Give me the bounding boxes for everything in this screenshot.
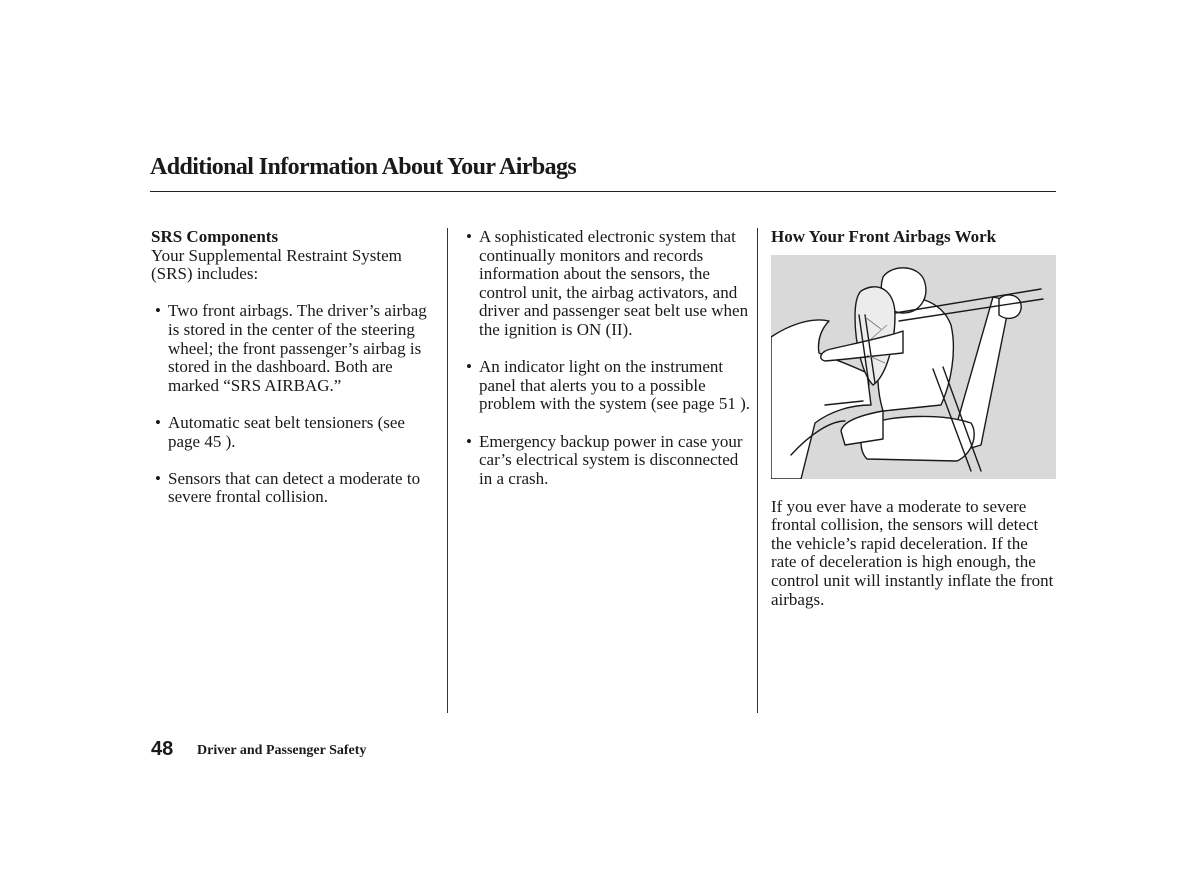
- srs-intro-text: Your Supplemental Restraint System (SRS) includes:: [151, 245, 402, 284]
- list-item: • Sensors that can detect a moderate to severe frontal collision.: [151, 470, 437, 507]
- title-rule: [150, 191, 1056, 192]
- srs-components-heading: SRS Components: [151, 227, 279, 246]
- list-item: • Two front airbags. The driver’s airbag is stored in the center of the steering wheel; the front passenger’s airbag is stored in the dashboard. Both are marked “SRS AIRBAG.”: [151, 302, 437, 395]
- list-item: • A sophisticated electronic system that continually monitors and records information about the sensors, the control unit, the airbag activators, and driver and passenger seat belt use when the ignition is ON (II).: [465, 228, 751, 340]
- column-srs-components-continued: [465, 228, 751, 507]
- list-item: • An indicator light on the instrument panel that alerts you to a possible problem with the system (see page 51 ).: [465, 358, 751, 414]
- page-number: 48: [151, 738, 174, 760]
- section-footer: Driver and Passenger Safety: [197, 743, 367, 758]
- list-item: • Automatic seat belt tensioners (see page 45 ).: [151, 414, 437, 451]
- column-divider: [757, 228, 758, 713]
- page-title: Additional Information About Your Airbags: [150, 154, 577, 180]
- airbag-deployment-illustration-icon: [771, 255, 1056, 479]
- column-divider: [447, 228, 448, 713]
- list-item: • Emergency backup power in case your car’s electrical system is disconnected in a crash.: [465, 433, 751, 489]
- how-airbags-work-heading: How Your Front Airbags Work: [771, 227, 997, 246]
- srs-components-list: [151, 302, 437, 507]
- srs-components-list-continued: [465, 228, 751, 488]
- how-airbags-work-text: If you ever have a moderate to severe frontal collision, the sensors will detect the vehicle’s rapid deceleration. If the rate of deceleration is high enough, the control unit will instantly inflate the front airbags.: [771, 496, 1054, 609]
- column-srs-components: [151, 228, 437, 526]
- column-how-airbags-work: [771, 228, 1057, 609]
